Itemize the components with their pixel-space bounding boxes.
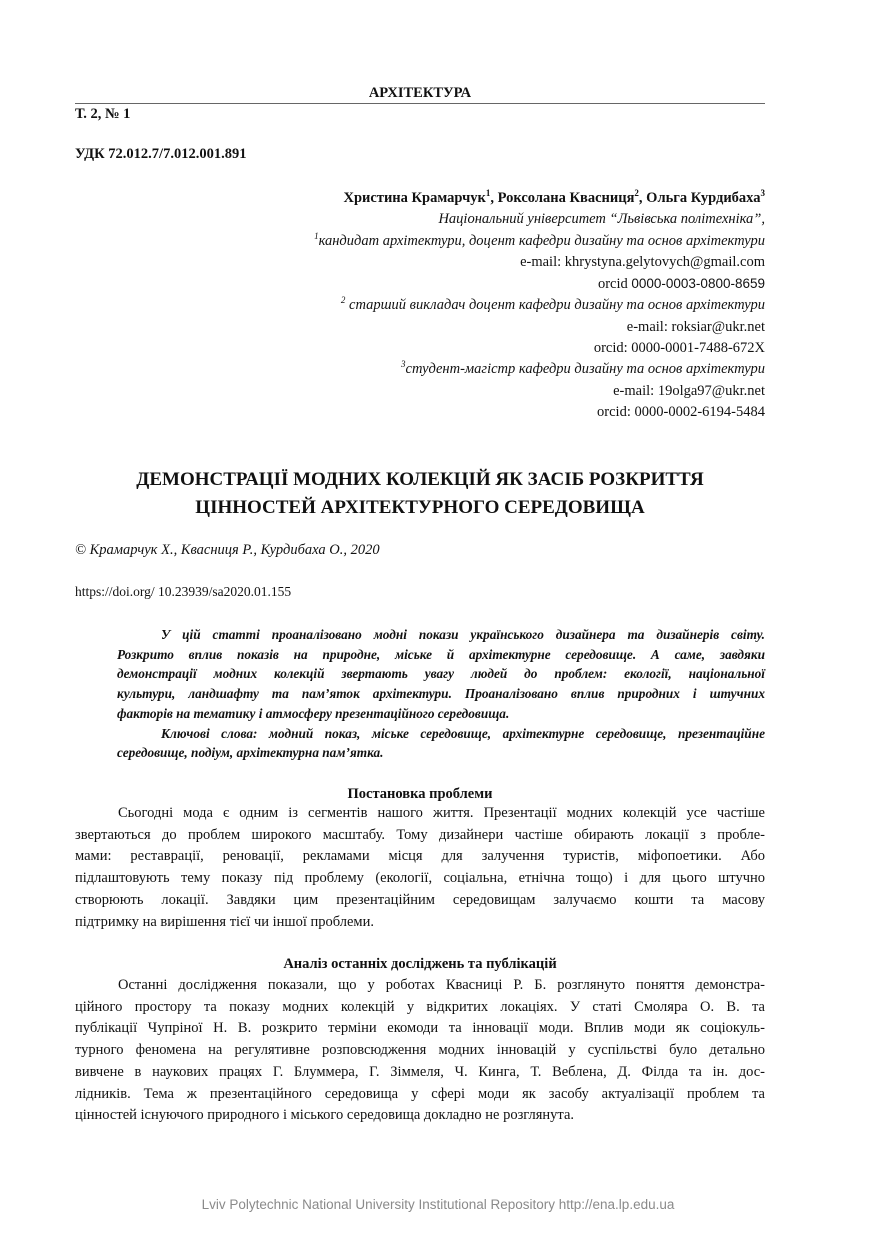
volume-number: Т. 2, № 1 xyxy=(75,106,131,122)
repository-footer: Lviv Polytechnic National University Institutional Repository http://ena.lp.edu.ua xyxy=(201,1197,675,1212)
author-block xyxy=(314,188,765,423)
author1-orcid xyxy=(314,273,765,295)
running-header: АРХІТЕКТУРА xyxy=(368,85,472,101)
body-line: вивчене в наукових працях Г. Блуммера, Г. Зіммеля, Ч. Кинга, Т. Веблена, Д. Філда та ін. дос- xyxy=(75,1063,765,1080)
body-line: публікації Чупріної Н. В. розкрито терміни екомоди та інновації моди. Вплив моди як соціокуль- xyxy=(75,1020,765,1037)
body-line: Останні дослідження показали, що у роботах Квасниці Р. Б. розглянуто поняття демонстра- xyxy=(118,977,765,993)
author-sup: 3 xyxy=(401,359,406,370)
author3-email xyxy=(314,381,765,402)
author-name: Христина Крамарчук xyxy=(343,190,486,206)
author-sup: 1 xyxy=(314,230,319,241)
email-label: e-mail: xyxy=(613,382,655,399)
article-title xyxy=(75,466,765,522)
author-sup: 1 xyxy=(485,188,491,199)
section-heading: Аналіз останніх досліджень та публікацій xyxy=(283,956,557,972)
abstract-line: Розкрито вплив показів на природне, міське й архітектурне середовище. А саме, завдяки xyxy=(117,646,765,662)
author1-email xyxy=(314,252,765,273)
body-line: створюють локації. Завдяки цим презентаційним середовищам залучаємо кошти та масову xyxy=(75,891,765,908)
body-line: звертаються до проблем широкого масштабу. Тому дизайнери частіше обирають локації з пробле- xyxy=(75,826,765,843)
email-label: e-mail: xyxy=(520,253,562,270)
copyright: © Крамарчук Х., Квасниця Р., Курдибаха О., 2020 xyxy=(75,542,380,558)
author-name: Роксолана Квасниця xyxy=(497,190,635,206)
orcid-label: orcid: xyxy=(597,403,631,420)
email-link[interactable]: roksiar@ukr.net xyxy=(671,318,765,335)
section-body xyxy=(75,975,765,1127)
role-text: кандидат архітектури, доцент кафедри дизайну та основ архітектури xyxy=(318,232,765,249)
affiliation: Національний університет “Львівська політехніка”, xyxy=(438,211,765,228)
abstract-line: факторів на тематику і атмосферу презентаційного середовища. xyxy=(117,705,510,721)
author-sup: 3 xyxy=(760,188,765,199)
email-link[interactable]: 19olga97@ukr.net xyxy=(657,382,765,399)
body-line: підлаштовують тему показу під проблему (екології, соціальна, етнічна тощо) і для цього штучно xyxy=(75,870,765,887)
author3-role xyxy=(314,359,765,380)
email-label: e-mail: xyxy=(626,318,668,335)
abstract xyxy=(117,625,765,763)
abstract-line: демонстрації модних колекцій звертають увагу людей до проблем: екології, національної xyxy=(117,666,765,682)
orcid-id[interactable]: 0000-0001-7488-672X xyxy=(631,340,765,357)
orcid-label: orcid: xyxy=(593,340,628,357)
orcid-id[interactable]: 0000-0002-6194-5484 xyxy=(634,403,765,420)
body-line: ційного простору та показу модних колекцій у відкритих локаціях. У статі Смоляра О. В. та xyxy=(75,998,765,1015)
author2-orcid xyxy=(314,338,765,359)
body-line: цінностей існуючого природного і міського середовища докладно не розглянута. xyxy=(75,1107,575,1124)
author2-email xyxy=(314,317,765,338)
abstract-line: культури, ландшафту та пам’яток архітектури. Проаналізовано вплив природних і штучних xyxy=(117,686,765,702)
author-names: Христина Крамарчук$^1$, Роксолана Квасниця$^2$, Ольга Курдибаха$^3$ xyxy=(343,188,765,206)
header-rule xyxy=(75,103,765,104)
orcid-label: orcid xyxy=(597,276,628,293)
title-line: ЦІННОСТЕЙ АРХІТЕКТУРНОГО СЕРЕДОВИЩА xyxy=(195,497,645,518)
body-line: підтримку на вирішення тієї чи іншої проблеми. xyxy=(75,913,374,930)
email-link[interactable]: khrystyna.gelytovych@gmail.com xyxy=(564,253,765,270)
author-sup: 2 xyxy=(340,295,346,306)
role-text: студент-магістр кафедри дизайну та основ архітектури xyxy=(405,361,765,378)
keywords-line: Ключові слова: модний показ, міське середовище, архітектурне середовище, презентаційне xyxy=(161,725,765,741)
author2-role xyxy=(314,295,765,316)
role-text: старший викладач доцент кафедри дизайну та основ архітектури xyxy=(345,297,765,314)
title-line: ДЕМОНСТРАЦІЇ МОДНИХ КОЛЕКЦІЙ ЯК ЗАСІБ РОЗКРИТТЯ xyxy=(136,469,704,490)
orcid-id[interactable]: 0000-0003-0800-8659 xyxy=(631,276,765,292)
section-body xyxy=(75,803,765,933)
abstract-line: У цій статті проаналізовано модні покази українського дизайнера та дизайнерів світу. xyxy=(161,627,765,642)
author-sup: 2 xyxy=(634,188,639,199)
body-line: мами: реставрації, реновації, рекламами місця для залучення туристів, міфопоетики. Або xyxy=(75,848,765,865)
body-line: турного феномена на регулятивне розповсюдження модних інновацій у суспільстві було детально xyxy=(75,1042,765,1059)
doi-link[interactable]: https://doi.org/ 10.23939/sa2020.01.155 xyxy=(75,584,292,599)
keywords-line: середовище, подіум, архітектурна пам’ятка. xyxy=(117,745,384,761)
author3-orcid xyxy=(314,402,765,423)
body-line: Сьогодні мода є одним із сегментів нашого життя. Презентації модних колекцій усе частіше xyxy=(118,805,765,821)
author1-role xyxy=(314,231,765,252)
udc-code: УДК 72.012.7/7.012.001.891 xyxy=(75,146,247,162)
section-heading: Постановка проблеми xyxy=(347,786,493,802)
body-line: лідників. Тема ж презентаційного середовища у сфері моди як засобу актуалізації проблем та xyxy=(75,1085,765,1102)
author-name: Ольга Курдибаха xyxy=(646,190,761,206)
